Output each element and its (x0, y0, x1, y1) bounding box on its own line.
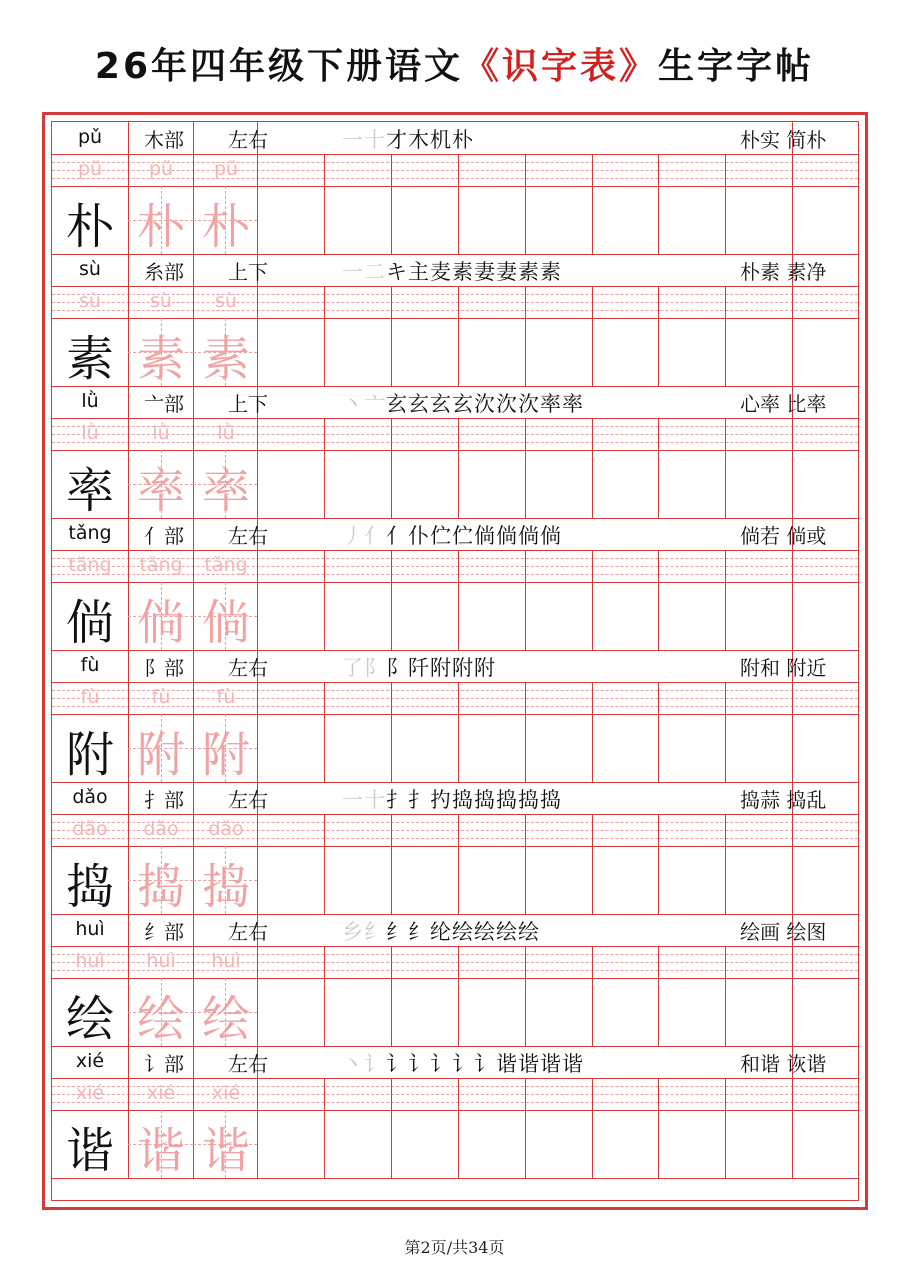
trace-character: 朴 (201, 199, 250, 255)
example-words: 和谐 诙谐 (740, 1052, 827, 1076)
stroke-step: 一 (342, 260, 364, 284)
stroke-step: 讠 (364, 1052, 386, 1076)
trace-character: 附 (201, 727, 250, 783)
stroke-step: 伫 (430, 524, 452, 548)
column-line (391, 418, 392, 518)
stroke-step: 素 (518, 260, 540, 284)
stroke-step: 朴 (452, 128, 474, 152)
worksheet-grid (51, 121, 859, 1201)
page-title (0, 38, 909, 89)
trace-character: 率 (201, 463, 250, 519)
stroke-order (342, 388, 584, 418)
pinyin-trace: fù (80, 686, 100, 708)
column-line (525, 154, 526, 254)
column-line (391, 286, 392, 386)
trace-character: 倘 (201, 595, 250, 651)
stroke-step: キ (386, 260, 408, 284)
stroke-step: 附 (430, 656, 452, 680)
stroke-order (342, 784, 562, 814)
stroke-step: 阝 (386, 656, 408, 680)
title-prefix: 26年四年级下册语文 (94, 46, 464, 87)
radical: 糸部 (144, 260, 184, 284)
example-words: 朴实 简朴 (740, 128, 827, 152)
stroke-step: 倘 (540, 524, 562, 548)
radical: 亻部 (144, 524, 184, 548)
character-entry (52, 518, 858, 650)
pinyin: fù (80, 654, 100, 676)
stroke-step: 纶 (430, 920, 452, 944)
pinyin-trace: fù (151, 686, 171, 708)
model-character: 绘 (65, 991, 114, 1047)
trace-character: 谐 (136, 1123, 185, 1179)
stroke-step: 了 (342, 656, 364, 680)
stroke-step: 丶 (342, 392, 364, 416)
structure: 左右 (228, 920, 268, 944)
column-line (725, 682, 726, 782)
column-line (391, 814, 392, 914)
radical: 纟部 (144, 920, 184, 944)
pinyin-trace: lǜ (152, 422, 170, 444)
stroke-step: 倘 (474, 524, 496, 548)
column-line (324, 814, 325, 914)
pinyin: lǜ (81, 390, 99, 412)
stroke-step: 讠 (408, 1052, 430, 1076)
column-line (592, 418, 593, 518)
example-words: 朴素 素净 (740, 260, 827, 284)
stroke-step: 一 (342, 128, 364, 152)
column-line (391, 682, 392, 782)
stroke-step: 才 (386, 128, 408, 152)
column-line (658, 550, 659, 650)
stroke-step: 仆 (408, 524, 430, 548)
column-line (324, 682, 325, 782)
trace-character: 附 (136, 727, 185, 783)
stroke-step: 素 (540, 260, 562, 284)
column-line (458, 682, 459, 782)
pinyin-trace: xié (146, 1082, 176, 1104)
character-entry (52, 386, 858, 518)
model-character: 朴 (65, 199, 114, 255)
column-line (658, 286, 659, 386)
column-line (391, 946, 392, 1046)
pinyin-trace: dǎo (143, 818, 179, 840)
stroke-step: 谐 (518, 1052, 540, 1076)
stroke-step: 绘 (518, 920, 540, 944)
structure: 左右 (228, 656, 268, 680)
stroke-step: 十 (364, 128, 386, 152)
stroke-step: 亻 (364, 524, 386, 548)
column-line (324, 286, 325, 386)
stroke-order (342, 520, 562, 550)
radical: 阝部 (144, 656, 184, 680)
structure: 上下 (228, 392, 268, 416)
pinyin: xié (75, 1050, 105, 1072)
stroke-step: 妻 (496, 260, 518, 284)
stroke-step: 绘 (496, 920, 518, 944)
model-character: 捣 (65, 859, 114, 915)
stroke-step: 主 (408, 260, 430, 284)
structure: 上下 (228, 260, 268, 284)
pinyin: huì (75, 918, 105, 940)
character-entry (52, 650, 858, 782)
model-character: 素 (65, 331, 114, 387)
column-line (458, 946, 459, 1046)
stroke-step: 扚 (430, 788, 452, 812)
pinyin-trace: sù (215, 290, 237, 312)
trace-character: 捣 (136, 859, 185, 915)
trace-character: 捣 (201, 859, 250, 915)
stroke-step: 丿 (342, 524, 364, 548)
column-line (391, 1078, 392, 1178)
column-line (525, 814, 526, 914)
pinyin-trace: pǔ (77, 158, 103, 180)
page-number: 第2页/共34页 (404, 1238, 505, 1257)
column-line (525, 286, 526, 386)
stroke-step: 扌 (408, 788, 430, 812)
column-line (658, 682, 659, 782)
column-line (658, 1078, 659, 1178)
stroke-step: 讠 (452, 1052, 474, 1076)
trace-character: 素 (201, 331, 250, 387)
trace-character: 倘 (136, 595, 185, 651)
pinyin: tǎng (68, 522, 112, 544)
stroke-step: 率 (562, 392, 584, 416)
trace-character: 率 (136, 463, 185, 519)
column-line (725, 814, 726, 914)
example-words: 倘若 倘或 (740, 524, 827, 548)
stroke-step: 木 (408, 128, 430, 152)
column-line (592, 682, 593, 782)
stroke-step: 二 (364, 260, 386, 284)
stroke-step: 机 (430, 128, 452, 152)
pinyin-trace: pǔ (213, 158, 239, 180)
stroke-step: 谐 (540, 1052, 562, 1076)
column-line (324, 154, 325, 254)
column-line (458, 154, 459, 254)
pinyin: pǔ (77, 126, 103, 148)
pinyin-trace: tǎng (139, 554, 183, 576)
column-line (391, 550, 392, 650)
example-words: 附和 附近 (740, 656, 827, 680)
stroke-step: 玄 (386, 392, 408, 416)
column-line (391, 154, 392, 254)
column-line (525, 682, 526, 782)
example-words: 心率 比率 (740, 392, 827, 416)
column-line (458, 814, 459, 914)
title-highlight: 《识字表》 (463, 46, 659, 87)
stroke-step: 扌 (386, 788, 408, 812)
trace-character: 谐 (201, 1123, 250, 1179)
pinyin-trace: sù (79, 290, 101, 312)
example-words: 捣蒜 捣乱 (740, 788, 827, 812)
column-line (592, 946, 593, 1046)
radical: 扌部 (144, 788, 184, 812)
pinyin-trace: tǎng (68, 554, 112, 576)
stroke-step: 㳄 (474, 392, 496, 416)
pinyin-trace: fù (216, 686, 236, 708)
stroke-step: 附 (452, 656, 474, 680)
stroke-step: 率 (540, 392, 562, 416)
stroke-order (342, 652, 496, 682)
column-line (592, 550, 593, 650)
stroke-step: 阝 (364, 656, 386, 680)
column-line (592, 814, 593, 914)
pinyin-trace: tǎng (204, 554, 248, 576)
stroke-step: 一 (342, 788, 364, 812)
stroke-order (342, 124, 474, 154)
character-entry (52, 1046, 858, 1178)
stroke-step: 讠 (386, 1052, 408, 1076)
pinyin-trace: sù (150, 290, 172, 312)
model-character: 倘 (65, 595, 114, 651)
model-character: 谐 (65, 1123, 114, 1179)
pinyin-trace: huì (211, 950, 241, 972)
trace-character: 朴 (136, 199, 185, 255)
column-line (525, 946, 526, 1046)
column-line (658, 814, 659, 914)
column-line (592, 154, 593, 254)
stroke-step: 伫 (452, 524, 474, 548)
stroke-step: 乡 (342, 920, 364, 944)
structure: 左右 (228, 1052, 268, 1076)
stroke-step: 妻 (474, 260, 496, 284)
stroke-step: 亠 (364, 392, 386, 416)
pinyin-trace: lǜ (217, 422, 235, 444)
pinyin-trace: dǎo (72, 818, 108, 840)
stroke-step: 捣 (540, 788, 562, 812)
stroke-step: 绘 (474, 920, 496, 944)
column-line (658, 418, 659, 518)
character-entry (52, 914, 858, 1046)
stroke-step: 纟 (364, 920, 386, 944)
column-line (592, 286, 593, 386)
stroke-step: 讠 (474, 1052, 496, 1076)
stroke-step: 讠 (430, 1052, 452, 1076)
pinyin: sù (79, 258, 101, 280)
stroke-step: 纟 (386, 920, 408, 944)
column-line (725, 946, 726, 1046)
pinyin: dǎo (72, 786, 108, 808)
example-words: 绘画 绘图 (740, 920, 827, 944)
stroke-step: 㳄 (496, 392, 518, 416)
stroke-step: 阡 (408, 656, 430, 680)
stroke-order (342, 256, 562, 286)
pinyin-trace: dǎo (208, 818, 244, 840)
trace-character: 素 (136, 331, 185, 387)
pinyin-trace: huì (75, 950, 105, 972)
stroke-step: 麦 (430, 260, 452, 284)
stroke-step: 玄 (430, 392, 452, 416)
column-line (525, 550, 526, 650)
stroke-step: 捣 (452, 788, 474, 812)
pinyin-trace: xié (211, 1082, 241, 1104)
radical: 亠部 (144, 392, 184, 416)
stroke-step: 捣 (518, 788, 540, 812)
stroke-step: 谐 (562, 1052, 584, 1076)
stroke-step: 纟 (408, 920, 430, 944)
model-character: 附 (65, 727, 114, 783)
stroke-step: 谐 (496, 1052, 518, 1076)
character-entry (52, 782, 858, 914)
pinyin-trace: pǔ (148, 158, 174, 180)
column-line (658, 946, 659, 1046)
trace-character: 绘 (136, 991, 185, 1047)
radical: 木部 (144, 128, 184, 152)
stroke-step: 素 (452, 260, 474, 284)
column-line (324, 418, 325, 518)
stroke-step: 丶 (342, 1052, 364, 1076)
column-line (592, 1078, 593, 1178)
worksheet (42, 112, 868, 1210)
structure: 左右 (228, 524, 268, 548)
character-entry (52, 122, 858, 254)
column-line (458, 418, 459, 518)
stroke-step: 附 (474, 656, 496, 680)
pinyin-trace: huì (146, 950, 176, 972)
stroke-step: 亻 (386, 524, 408, 548)
pinyin-trace: lǜ (81, 422, 99, 444)
stroke-step: 玄 (452, 392, 474, 416)
title-suffix: 生字字帖 (658, 46, 815, 87)
stroke-step: 捣 (496, 788, 518, 812)
column-line (458, 1078, 459, 1178)
column-line (525, 1078, 526, 1178)
stroke-step: 十 (364, 788, 386, 812)
column-line (324, 1078, 325, 1178)
column-line (458, 286, 459, 386)
column-line (725, 286, 726, 386)
stroke-step: 捣 (474, 788, 496, 812)
structure: 左右 (228, 788, 268, 812)
stroke-order (342, 916, 540, 946)
column-line (725, 550, 726, 650)
radical: 讠部 (144, 1052, 184, 1076)
column-line (324, 946, 325, 1046)
stroke-order (342, 1048, 584, 1078)
column-line (725, 1078, 726, 1178)
column-line (725, 154, 726, 254)
stroke-step: 倘 (496, 524, 518, 548)
column-line (525, 418, 526, 518)
column-line (658, 154, 659, 254)
stroke-step: 玄 (408, 392, 430, 416)
stroke-step: 倘 (518, 524, 540, 548)
column-line (458, 550, 459, 650)
character-entry (52, 254, 858, 386)
structure: 左右 (228, 128, 268, 152)
model-character: 率 (65, 463, 114, 519)
column-line (725, 418, 726, 518)
stroke-step: 㳄 (518, 392, 540, 416)
pinyin-trace: xié (75, 1082, 105, 1104)
stroke-step: 绘 (452, 920, 474, 944)
trace-character: 绘 (201, 991, 250, 1047)
column-line (324, 550, 325, 650)
